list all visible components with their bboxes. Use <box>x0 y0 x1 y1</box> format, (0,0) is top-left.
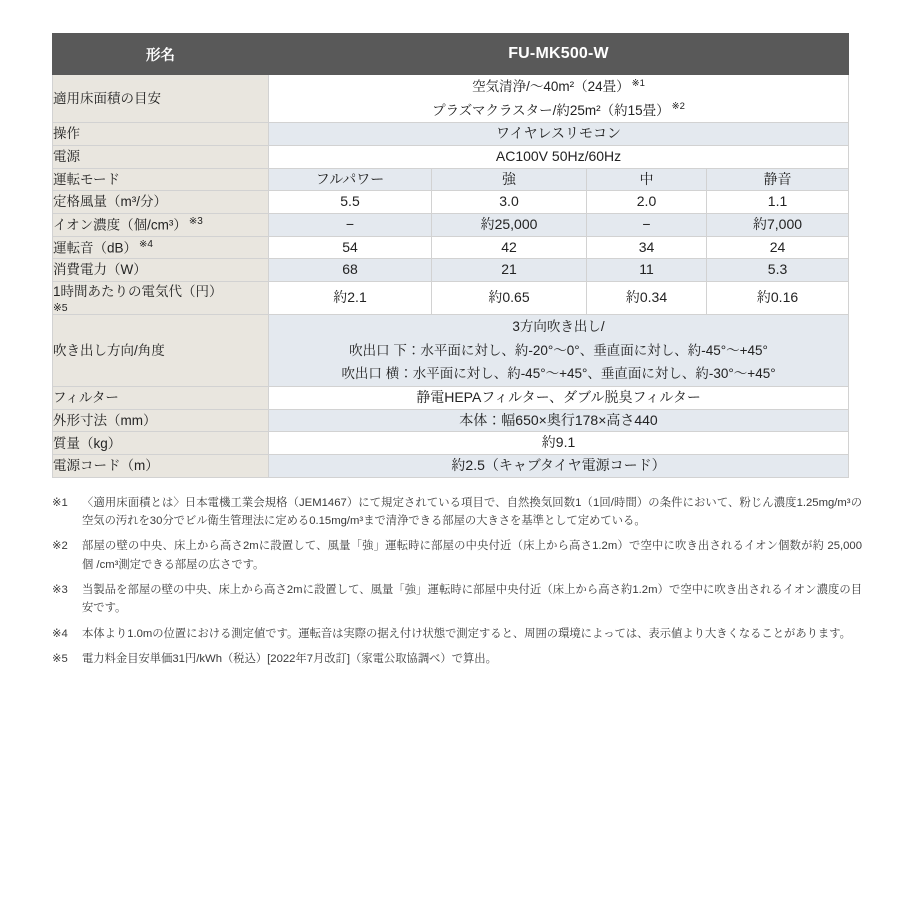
row-value-merged <box>269 409 849 432</box>
row-value-merged <box>269 315 849 387</box>
header-label-cell: 形名 <box>53 34 269 75</box>
row-label: 電源コード（m） <box>53 455 269 478</box>
row-label: 質量（kg） <box>53 432 269 455</box>
table-row <box>53 191 849 214</box>
row-label: 電源 <box>53 145 269 168</box>
row-value-cell: フルパワー <box>269 168 432 191</box>
table-row <box>53 75 849 123</box>
row-value-cell: 68 <box>269 259 432 282</box>
row-value-cell: 約7,000 <box>707 214 849 237</box>
header-model-cell: FU-MK500-W <box>269 34 849 75</box>
row-label: 吹き出し方向/角度 <box>53 315 269 387</box>
row-label: フィルター <box>53 387 269 410</box>
row-value-cell: 1.1 <box>707 191 849 214</box>
table-row <box>53 282 849 315</box>
label-footnote-marker: ※4 <box>139 238 153 250</box>
row-value-cell: 3.0 <box>432 191 587 214</box>
footnote-text: 本体より1.0mの位置における測定値です。運転音は実際の据え付け状態で測定すると、周囲の環境によっては、表示値より大きくなることがあります。 <box>82 627 851 640</box>
value-line: プラズマクラスター/約25m²（約15畳） $^{※2}$ <box>432 101 685 118</box>
footnote-text: 部屋の壁の中央、床上から高さ2mに設置して、風量「強」運転時に部屋の中央付近（床上から高さ1.2m）で空中に吹き出されるイオン個数が約 25,000 個 /cm³測定できる部屋の広さです。 <box>82 540 862 571</box>
row-label: 操作 <box>53 123 269 146</box>
row-value-merged <box>269 432 849 455</box>
footnote-marker: ※2 <box>52 540 68 553</box>
footnote-item <box>52 581 862 618</box>
table-row <box>53 236 849 259</box>
footnote-text: 電力料金目安単価31円/kWh（税込）[2022年7月改訂]（家電公取協調べ）で算出。 <box>82 652 497 665</box>
row-value-cell: 2.0 <box>587 191 707 214</box>
footnote-marker: ※1 <box>52 496 68 509</box>
table-row <box>53 315 849 387</box>
value-line: 約2.5（キャブタイヤ電源コード） <box>451 457 666 474</box>
row-label: 運転モード <box>53 168 269 191</box>
value-line: 約9.1 <box>541 434 576 451</box>
row-label: 運転音（dB） $^{※4}$ <box>53 236 269 259</box>
footnote-item <box>52 494 862 531</box>
row-value-cell: 5.3 <box>707 259 849 282</box>
row-value-cell: 54 <box>269 236 432 259</box>
row-value-cell: 約0.16 <box>707 282 849 315</box>
row-value-cell: 強 <box>432 168 587 191</box>
value-line: 本体：幅650×奥行178×高さ440 <box>459 411 658 428</box>
row-value-merged <box>269 75 849 123</box>
row-value-cell: − <box>587 214 707 237</box>
footnote-marker: ※3 <box>52 584 68 597</box>
table-row <box>53 409 849 432</box>
value-line: 空気清浄/〜40m²（24畳） $^{※1}$ <box>472 77 645 94</box>
table-row <box>53 168 849 191</box>
row-value-cell: 34 <box>587 236 707 259</box>
footnote-item <box>52 650 862 668</box>
row-label: 外形寸法（mm） <box>53 409 269 432</box>
row-value-merged <box>269 145 849 168</box>
row-value-cell: − <box>269 214 432 237</box>
specification-table <box>52 33 849 478</box>
row-value-cell: 約0.65 <box>432 282 587 315</box>
table-row <box>53 387 849 410</box>
row-value-merged <box>269 455 849 478</box>
footnote-marker: ※5 <box>52 652 68 665</box>
footnote-marker: ※4 <box>52 627 68 640</box>
table-row <box>53 145 849 168</box>
row-value-cell: 静音 <box>707 168 849 191</box>
table-row <box>53 455 849 478</box>
row-label: 適用床面積の目安 <box>53 75 269 123</box>
value-footnote-marker: ※2 <box>671 101 685 113</box>
row-value-cell: 約0.34 <box>587 282 707 315</box>
row-value-cell: 24 <box>707 236 849 259</box>
value-footnote-marker: ※1 <box>631 77 645 89</box>
value-line: 吹出口 横：水平面に対し、約-45°〜+45°、垂直面に対し、約-30°〜+45° <box>341 366 776 382</box>
row-value-merged <box>269 123 849 146</box>
row-label: イオン濃度（個/cm³） $^{※3}$ <box>53 214 269 237</box>
table-row <box>53 214 849 237</box>
row-value-cell: 約25,000 <box>432 214 587 237</box>
label-footnote-marker: ※5 <box>53 301 68 314</box>
row-value-cell: 11 <box>587 259 707 282</box>
row-value-cell: 21 <box>432 259 587 282</box>
footnote-item <box>52 537 862 574</box>
row-value-cell: 42 <box>432 236 587 259</box>
row-label: 消費電力（W） <box>53 259 269 282</box>
value-line: 3方向吹き出し/ <box>512 319 605 335</box>
footnote-item <box>52 625 862 643</box>
label-footnote-marker: ※3 <box>188 215 203 227</box>
footnote-text: 当製品を部屋の壁の中央、床上から高さ2mに設置して、風量「強」運転時に部屋中央付近（床上から高さ約1.2m）で空中に吹き出されるイオン濃度の目安です。 <box>82 584 862 615</box>
value-line: AC100V 50Hz/60Hz <box>495 147 622 164</box>
table-header-row <box>53 34 849 75</box>
value-line: ワイヤレスリモコン <box>496 125 622 142</box>
table-row <box>53 259 849 282</box>
row-value-cell: 約2.1 <box>269 282 432 315</box>
row-label: 定格風量（m³/分） <box>53 191 269 214</box>
row-value-merged <box>269 387 849 410</box>
footnote-text: 〈適用床面積とは〉日本電機工業会規格（JEM1467）にて規定されている項目で、自然換気回数1（1回/時間）の条件において、粉じん濃度1.25mg/m³の空気の汚れを30分でビル衛生管理法に定める0.15mg/m³まで清浄できる部屋の大きさを基準として定めている。 <box>82 496 862 528</box>
row-value-cell: 5.5 <box>269 191 432 214</box>
row-label: 1時間あたりの電気代（円） ※5 <box>53 282 269 315</box>
table-row <box>53 123 849 146</box>
row-value-cell: 中 <box>587 168 707 191</box>
value-line: 静電HEPAフィルター、ダブル脱臭フィルター <box>416 389 701 406</box>
value-line: 吹出口 下：水平面に対し、約-20°〜0°、垂直面に対し、約-45°〜+45° <box>349 342 768 358</box>
table-row <box>53 432 849 455</box>
footnotes-list <box>52 494 862 668</box>
